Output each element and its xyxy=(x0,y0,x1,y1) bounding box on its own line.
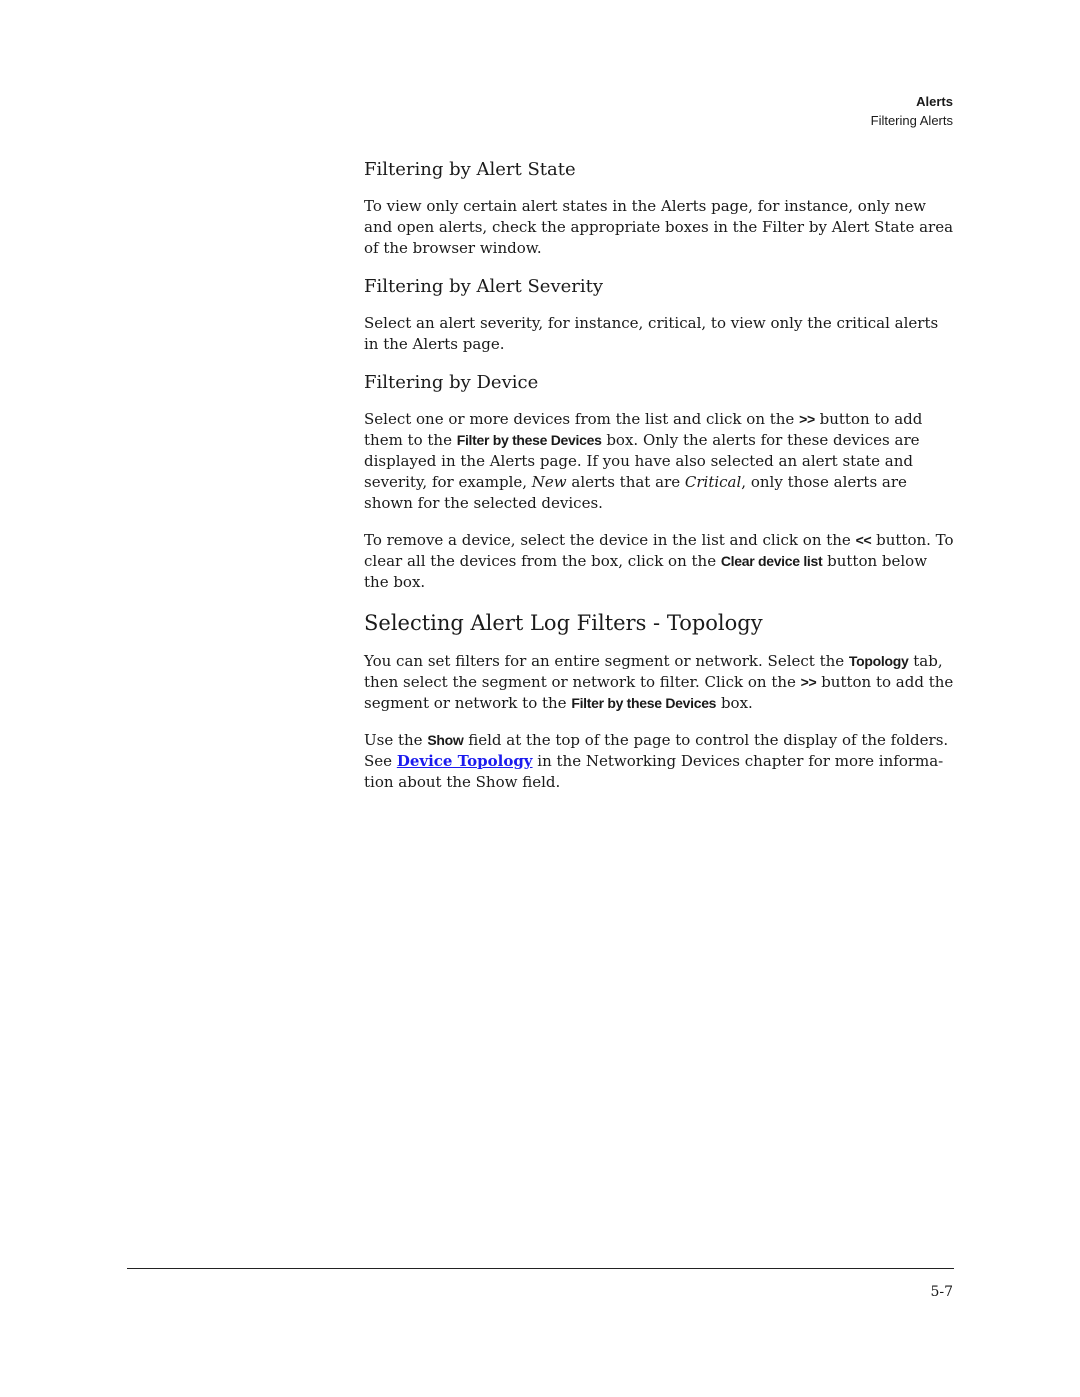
heading-alert-state: Filtering by Alert State xyxy=(364,159,576,180)
page-body xyxy=(364,158,954,809)
heading-topology: Selecting Alert Log Filters - Topology xyxy=(364,611,763,635)
paragraph-device-remove xyxy=(364,530,954,593)
paragraph-topology-filters xyxy=(364,651,954,714)
running-head-section: Filtering Alerts xyxy=(870,113,953,128)
emphasis-new: New xyxy=(531,473,567,491)
paragraph-device-select xyxy=(364,409,954,514)
text-run: in the Networking Devices chapter for more informa- tion about the Show field. xyxy=(364,752,944,791)
text-run: You can set filters for an entire segment or network. Select the xyxy=(364,652,849,670)
page-number: 5-7 xyxy=(930,1284,953,1300)
text-run: alerts that are xyxy=(566,473,685,491)
text-run: button to add the segment or network to the xyxy=(364,673,954,712)
running-head-chapter: Alerts xyxy=(916,94,953,109)
text-run: Use the xyxy=(364,731,428,749)
filter-box-label: Filter by these Devices xyxy=(456,432,602,448)
emphasis-critical: Critical xyxy=(684,473,742,491)
text-run: box. xyxy=(716,694,753,712)
text-run: tab, then select the segment or network to filter. Click on the xyxy=(364,652,943,691)
text-run: Select one or more devices from the list and click on the xyxy=(364,410,800,428)
clear-list-button-label: Clear device list xyxy=(720,553,823,569)
text-run: , only those alerts are shown for the selected devices. xyxy=(364,473,907,512)
text-run: To remove a device, select the device in the list and click on the xyxy=(364,531,856,549)
add-button-label: >> xyxy=(800,674,817,690)
text-run: button below the box. xyxy=(364,552,928,591)
paragraph-topology-show xyxy=(364,730,954,793)
show-field-label: Show xyxy=(427,732,464,748)
text-run: field at the top of the page to control the display of the folders. See xyxy=(364,731,949,770)
add-button-label: >> xyxy=(799,411,815,427)
paragraph-alert-state: To view only certain alert states in the Alerts page, for instance, only new and open alerts, check the appropriate boxes in the Filter by Alert State area of the browser window. xyxy=(364,197,954,257)
device-topology-link[interactable]: Device Topology xyxy=(396,752,533,770)
topology-tab-label: Topology xyxy=(848,653,909,669)
paragraph-alert-severity: Select an alert severity, for instance, critical, to view only the critical alerts in the Alerts page. xyxy=(364,314,939,353)
text-run: button. To clear all the devices from the box, click on the xyxy=(364,531,954,570)
remove-button-label: << xyxy=(855,532,872,548)
heading-device: Filtering by Device xyxy=(364,372,539,393)
text-run: box. Only the alerts for these devices are displayed in the Alerts page. If you have also selected an alert state and severity, for example, xyxy=(364,431,920,491)
heading-alert-severity: Filtering by Alert Severity xyxy=(364,276,604,297)
text-run: button to add them to the xyxy=(364,410,923,449)
filter-box-label: Filter by these Devices xyxy=(571,695,717,711)
footer-rule xyxy=(127,1268,954,1269)
running-head xyxy=(871,92,953,130)
